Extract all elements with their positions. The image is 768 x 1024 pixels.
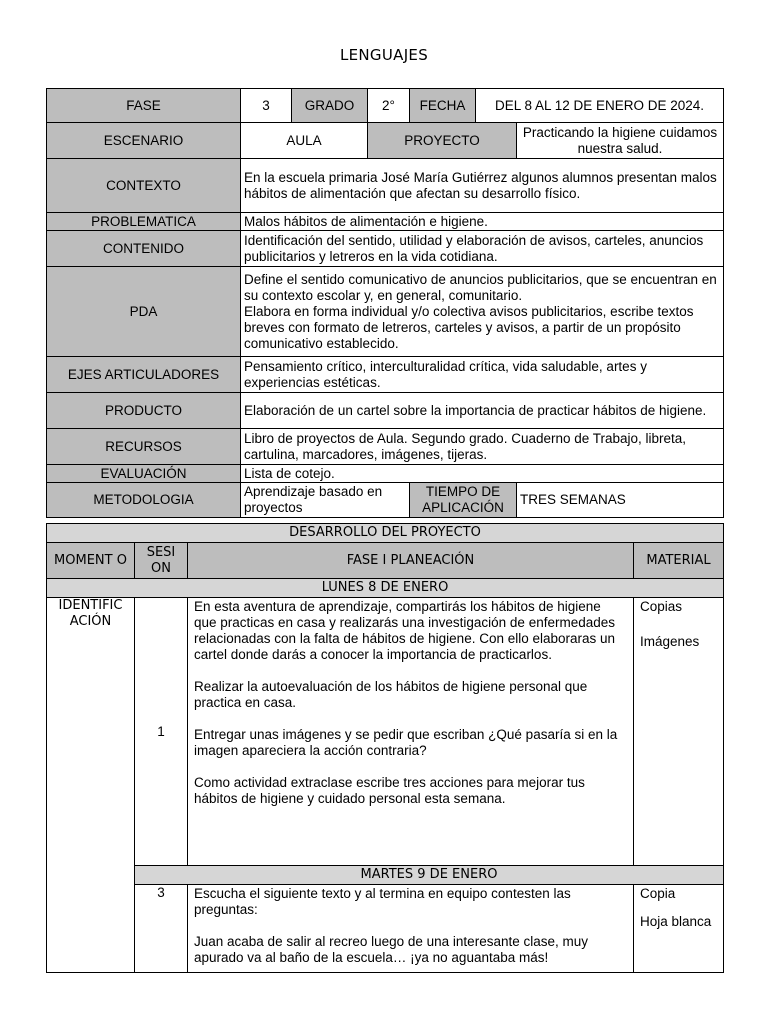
contexto-label: CONTEXTO [47,159,241,213]
pda-value [241,267,724,357]
material-1-item-2: Imágenes [640,634,700,649]
material-session-1 [634,598,724,866]
activity-3-paragraph-1: Escucha el siguiente texto y al termina en equipo contesten las preguntas: [194,886,571,917]
grado-label: GRADO [292,89,368,123]
day-header-martes: MARTES 9 DE ENERO [135,866,724,885]
fase-value: 3 [241,89,292,123]
sesion-3: 3 [135,885,188,973]
momento-identificacion: IDENTIFIC ACIÓN [47,598,135,973]
proyecto-value: Practicando la higiene cuidamos nuestra salud. [517,123,724,159]
evaluacion-value: Lista de cotejo. [241,465,724,483]
page-title: LENGUAJES [339,46,429,64]
col-fase: FASE I PLANEACIÓN [188,543,634,579]
recursos-label: RECURSOS [47,429,241,465]
pda-item-2: Elabora en forma individual y/o colectiva avisos publicitarios, escribe textos breves con formato de letreros, carteles y avisos, a partir de un propósito comunicativo establecido. [244,303,694,351]
fecha-label: FECHA [410,89,476,123]
evaluacion-label: EVALUACIÓN [47,465,241,483]
grado-value: 2° [368,89,410,123]
tiempo-value: TRES SEMANAS [517,483,724,518]
proyecto-label: PROYECTO [368,123,517,159]
fecha-value: DEL 8 AL 12 DE ENERO DE 2024. [476,89,724,123]
contenido-label: CONTENIDO [47,231,241,267]
contenido-value: Identificación del sentido, utilidad y elaboración de avisos, carteles, anuncios publicitarios y letreros en la vida cotidiana. [241,231,724,267]
tiempo-label: TIEMPO DE APLICACIÓN [410,483,517,518]
recursos-value: Libro de proyectos de Aula. Segundo grado. Cuaderno de Trabajo, libreta, cartulina, marcadores, imágenes, tijeras. [241,429,724,465]
day-header-lunes: LUNES 8 DE ENERO [47,579,724,598]
problematica-value: Malos hábitos de alimentación e higiene. [241,213,724,231]
sesion-1: 1 [135,598,188,866]
col-sesion: SESI ON [135,543,188,579]
problematica-label: PROBLEMATICA [47,213,241,231]
activity-session-3 [188,885,634,973]
desarrollo-title: DESARROLLO DEL PROYECTO [47,524,724,543]
ejes-label: EJES ARTICULADORES [47,357,241,393]
metodologia-value: Aprendizaje basado en proyectos [241,483,410,518]
activity-1-paragraph-2: Realizar la autoevaluación de los hábitos de higiene personal que practica en casa. [194,679,588,710]
activity-1-paragraph-4: Como actividad extraclase escribe tres acciones para mejorar tus hábitos de higiene y cuidado personal esta semana. [194,775,585,806]
activity-1-paragraph-1: En esta aventura de aprendizaje, compartirás los hábitos de higiene que practicas en casa y realizarás una investigación de enfermedades relacionadas con la falta de hábitos de higiene. Con ello elaboraras un cartel donde darás a conocer la importancia de practicarlos. [194,599,616,662]
desarrollo-table [46,523,724,973]
material-1-item-1: Copias [640,599,683,614]
escenario-value: AULA [241,123,368,159]
col-momento: MOMENT O [47,543,135,579]
producto-label: PRODUCTO [47,393,241,429]
col-material: MATERIAL [634,543,724,579]
metodologia-label: METODOLOGIA [47,483,241,518]
material-session-3 [634,885,724,973]
material-3-item-2: Hoja blanca [640,914,712,929]
contexto-value: En la escuela primaria José María Gutiérrez algunos alumnos presentan malos hábitos de alimentación que afectan su desarrollo físico. [241,159,724,213]
activity-3-paragraph-2: Juan acaba de salir al recreo luego de una interesante clase, muy apurado va al baño de la escuela… ¡ya no aguantaba más! [194,934,588,965]
activity-1-paragraph-3: Entregar unas imágenes y se pedir que escriban ¿Qué pasaría si en la imagen apareciera la acción contraria? [194,727,618,758]
activity-session-1 [188,598,634,866]
ejes-value: Pensamiento crítico, interculturalidad crítica, vida saludable, artes y experiencias estéticas. [241,357,724,393]
escenario-label: ESCENARIO [47,123,241,159]
pda-item-1: Define el sentido comunicativo de anuncios publicitarios, que se encuentran en su contexto escolar y, en general, comunitario. [244,271,717,303]
material-3-item-1: Copia [640,886,676,901]
fase-label: FASE [47,89,241,123]
producto-value: Elaboración de un cartel sobre la importancia de practicar hábitos de higiene. [241,393,724,429]
project-info-table [46,88,724,518]
pda-label: PDA [47,267,241,357]
